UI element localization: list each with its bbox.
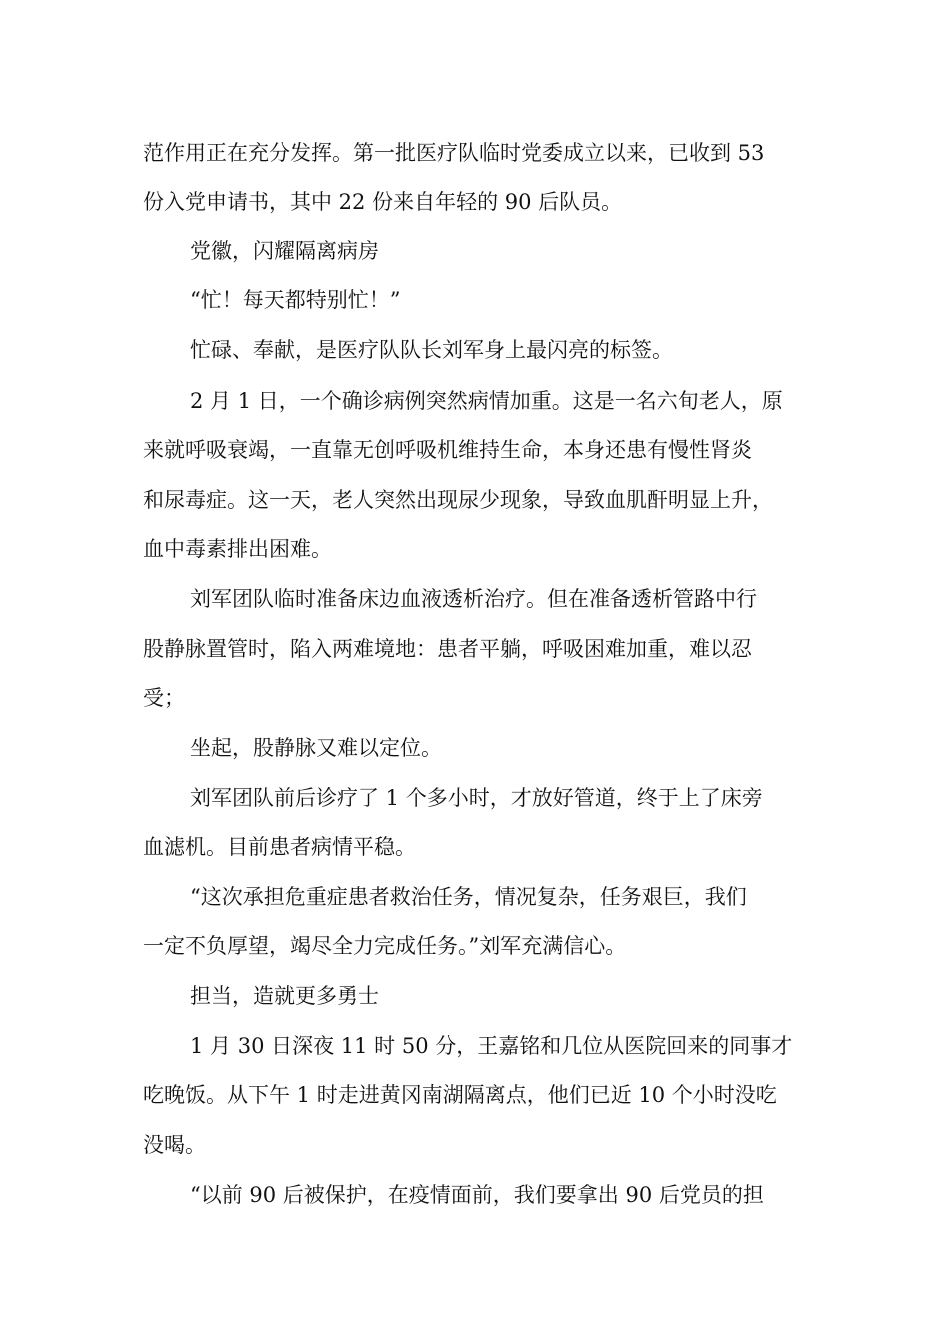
section-heading: 党徽，闪耀隔离病房	[190, 239, 379, 263]
text-line: 一定不负厚望，竭尽全力完成任务。”刘军充满信心。	[143, 934, 627, 958]
text-line: “这次承担危重症患者救治任务，情况复杂，任务艰巨，我们	[190, 885, 747, 909]
text-line: 没喝。	[143, 1133, 206, 1157]
text-line: 忙碌、奉献，是医疗队队长刘军身上最闪亮的标签。	[190, 338, 673, 362]
section-heading: 担当，造就更多勇士	[190, 984, 379, 1008]
text-line: 和尿毒症。这一天，老人突然出现尿少现象，导致血肌酐明显上升，	[143, 488, 773, 512]
text-line: 范作用正在充分发挥。第一批医疗队临时党委成立以来，已收到 53	[143, 141, 765, 165]
text-line: 刘军团队前后诊疗了 1 个多小时，才放好管道，终于上了床旁	[190, 786, 763, 810]
text-line: 坐起，股静脉又难以定位。	[190, 736, 442, 760]
text-line: 吃晚饭。从下午 1 时走进黄冈南湖隔离点，他们已近 10 个小时没吃	[143, 1083, 777, 1107]
text-line: 1 月 30 日深夜 11 时 50 分，王嘉铭和几位从医院回来的同事才	[190, 1034, 793, 1058]
text-line: 来就呼吸衰竭，一直靠无创呼吸机维持生命，本身还患有慢性肾炎	[143, 438, 752, 462]
text-line: “忙！每天都特别忙！”	[190, 288, 401, 312]
text-line: 血中毒素排出困难。	[143, 537, 332, 561]
text-line: 份入党申请书，其中 22 份来自年轻的 90 后队员。	[143, 190, 623, 214]
text-line: 受；	[143, 686, 185, 710]
text-line: 刘军团队临时准备床边血液透析治疗。但在准备透析管路中行	[190, 587, 757, 611]
text-line: 血滤机。目前患者病情平稳。	[143, 835, 416, 859]
text-line: 股静脉置管时，陷入两难境地：患者平躺，呼吸困难加重，难以忍	[143, 637, 752, 661]
text-line: 2 月 1 日，一个确诊病例突然病情加重。这是一名六旬老人，原	[190, 389, 783, 413]
text-line: “以前 90 后被保护，在疫情面前，我们要拿出 90 后党员的担	[190, 1183, 764, 1207]
